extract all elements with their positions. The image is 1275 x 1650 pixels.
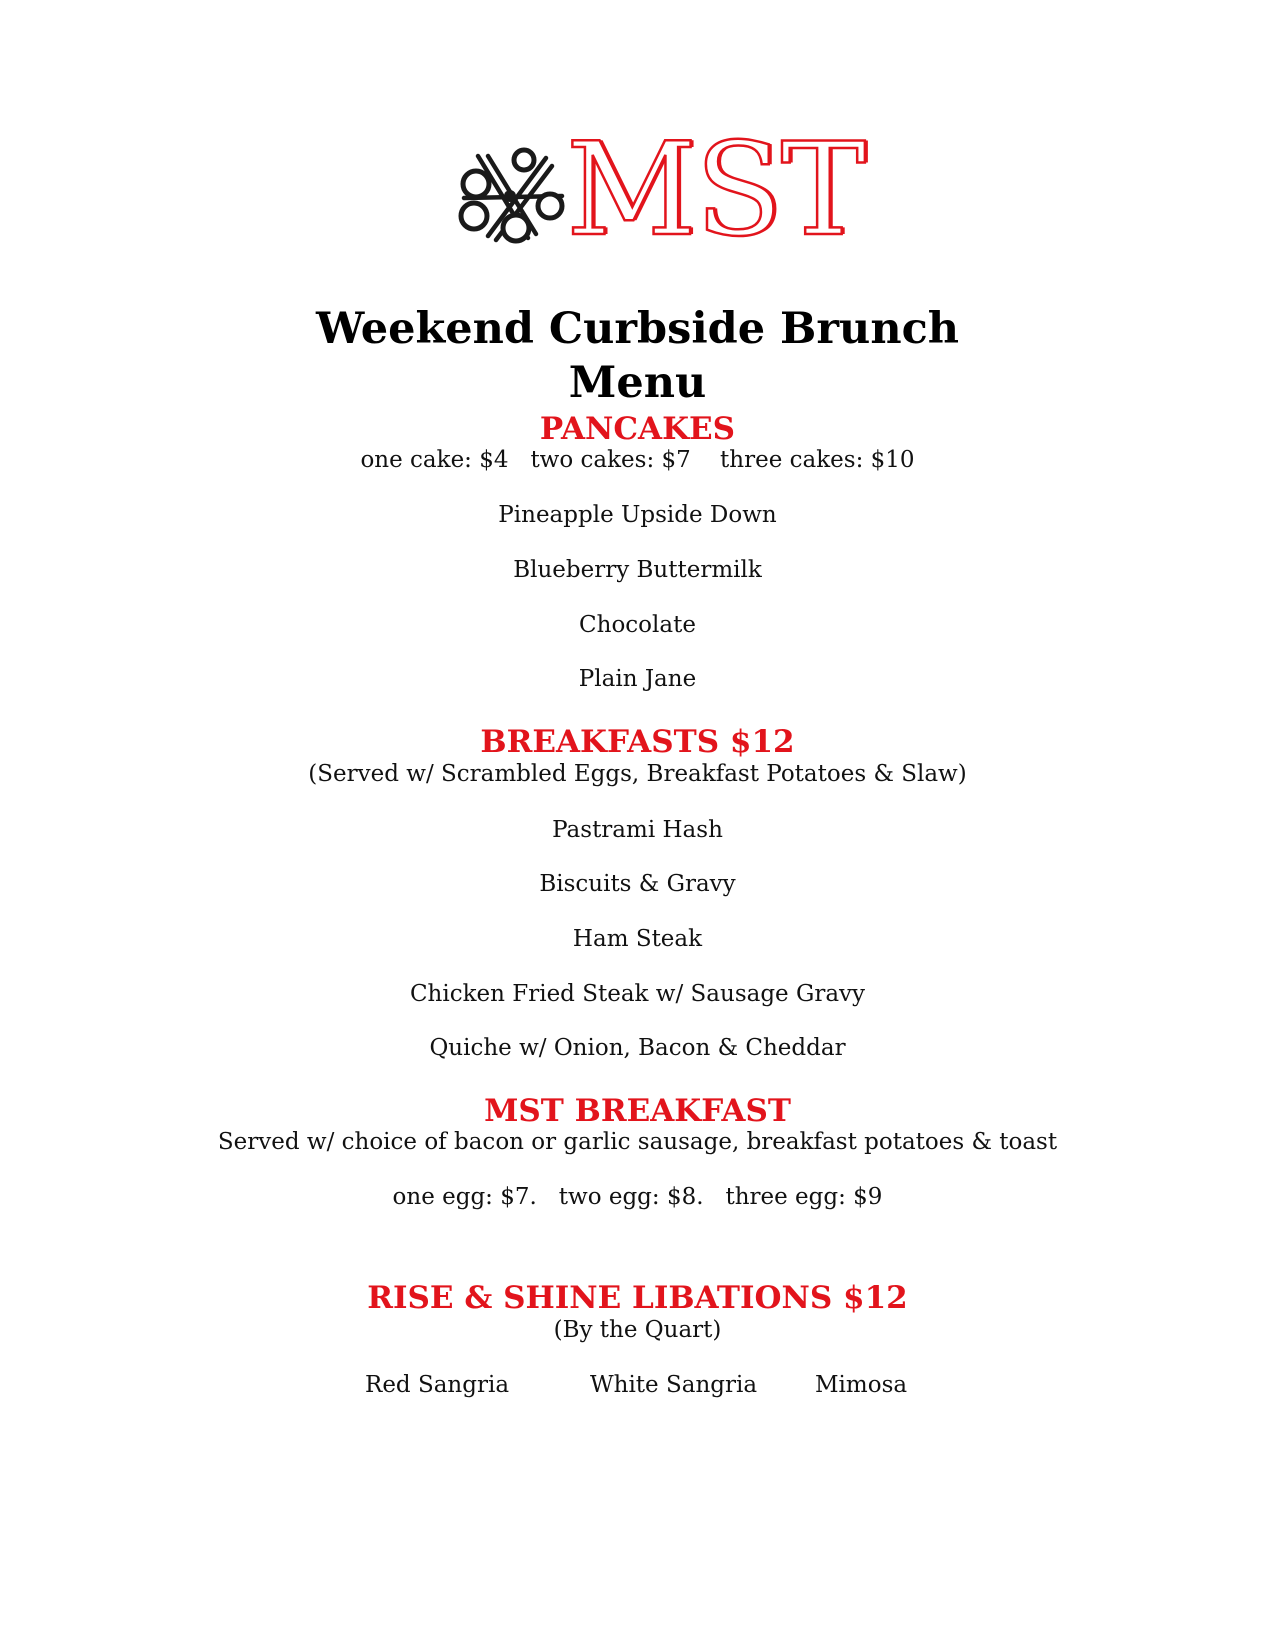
breakfast-item: Quiche w/ Onion, Bacon & Cheddar: [429, 1035, 846, 1061]
breakfasts-note: (Served w/ Scrambled Eggs, Breakfast Potatoes & Slaw): [308, 761, 967, 787]
libations-heading: RISE & SHINE LIBATIONS $12: [367, 1280, 908, 1316]
pancakes-pricing: one cake: $4 two cakes: $7 three cakes: $10: [360, 447, 915, 473]
pancakes-heading: PANCAKES: [539, 411, 736, 447]
breakfasts-heading: BREAKFASTS $12: [480, 724, 795, 760]
crossed-utensils-icon: [458, 146, 568, 246]
pancake-item: Blueberry Buttermilk: [513, 557, 762, 583]
pancake-item: Plain Jane: [578, 666, 697, 692]
libations-note: (By the Quart): [553, 1317, 722, 1343]
pancake-item: Pineapple Upside Down: [498, 502, 777, 528]
breakfast-item: Ham Steak: [572, 926, 703, 952]
pancake-item: Chocolate: [579, 612, 696, 638]
libation-item: White Sangria: [590, 1372, 758, 1398]
breakfast-item: Chicken Fried Steak w/ Sausage Gravy: [409, 981, 866, 1007]
logo-wordmark: MST: [566, 116, 865, 265]
mst-logo: [458, 116, 865, 265]
libation-item: Red Sangria: [365, 1372, 510, 1398]
libation-item: Mimosa: [815, 1372, 908, 1398]
breakfast-item: Biscuits & Gravy: [539, 871, 736, 897]
mst-breakfast-note: Served w/ choice of bacon or garlic sausage, breakfast potatoes & toast: [217, 1129, 1058, 1155]
page-title-line-1: Weekend Curbside Brunch: [315, 304, 960, 354]
mst-breakfast-pricing: one egg: $7. two egg: $8. three egg: $9: [392, 1184, 883, 1210]
breakfast-item: Pastrami Hash: [552, 817, 723, 843]
page-title-line-2: Menu: [568, 358, 707, 408]
mst-breakfast-heading: MST BREAKFAST: [484, 1093, 791, 1129]
